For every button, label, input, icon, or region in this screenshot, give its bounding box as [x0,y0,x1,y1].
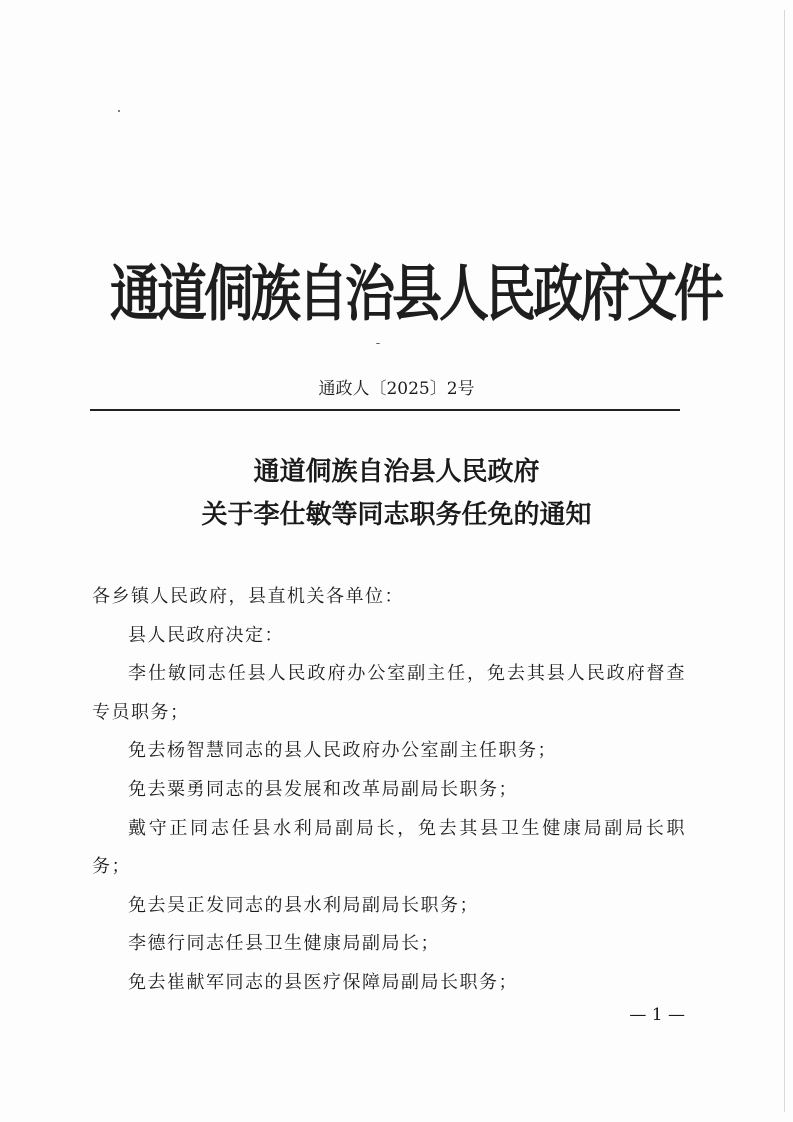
scan-speck [118,110,120,112]
paragraph: 李仕敏同志任县人民政府办公室副主任，免去其县人民政府督查专员职务； [92,663,686,723]
notice-body [92,578,686,1003]
paragraph: 免去吴正发同志的县水利局副局长职务； [128,894,479,916]
paragraph: 戴守正同志任县水利局副局长，免去其县卫生健康局副局长职务； [92,817,686,878]
paragraph: 免去粟勇同志的县发展和改革局副局长职务； [128,778,518,800]
notice-title-line-1: 通道侗族自治县人民政府 [253,457,540,487]
paragraph: 县人民政府决定： [128,624,284,646]
agency-title: 通道侗族自治县人民政府文件 [110,258,721,330]
paragraph: 免去杨智慧同志的县人民政府办公室副主任职务； [128,740,557,762]
paragraph: 李德行同志任县卫生健康局副局长； [128,933,440,955]
document-number: 通政人〔2025〕2号 [318,379,475,399]
header-divider [90,409,680,411]
notice-title-line-2: 关于李仕敏等同志职务任免的通知 [201,500,592,530]
page-number: — 1 — [629,1005,685,1025]
scan-speck [376,343,380,344]
salutation: 各乡镇人民政府，县直机关各单位： [92,586,404,607]
paragraph: 免去崔献军同志的县医疗保障局副局长职务； [128,971,518,993]
